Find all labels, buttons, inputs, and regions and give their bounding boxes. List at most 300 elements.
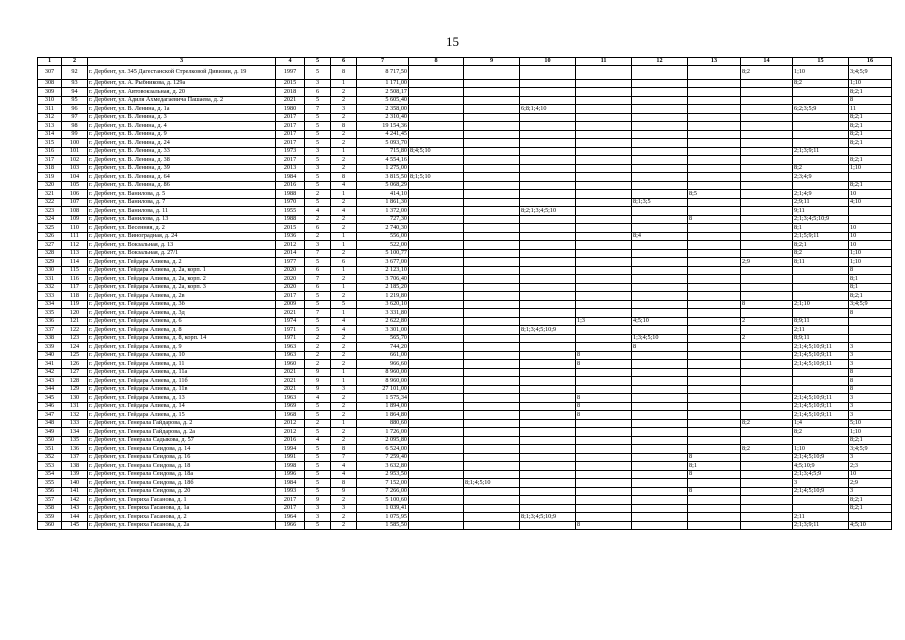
table-cell: 1;10 [793,445,849,454]
table-cell [688,232,741,241]
table-cell [520,198,576,207]
table-cell [520,317,576,326]
table-cell: 1 075,95 [357,513,409,522]
table-cell: 134 [62,428,88,437]
table-cell [520,309,576,318]
table-cell: 2;1;4;5;10;9;11 [793,360,849,369]
table-cell: 2 622,80 [357,317,409,326]
table-cell: г. Дербент, ул. Генерала Сеидова, д. 14 [88,445,276,454]
table-row [38,351,892,360]
table-cell: 1 [331,190,357,199]
table-row [38,122,892,131]
table-cell: 8;5 [688,190,741,199]
table-cell [520,462,576,471]
table-cell: 2017 [276,139,305,148]
table-cell [464,249,520,258]
table-cell: 2 740,30 [357,224,409,233]
table-cell [409,368,464,377]
table-cell [576,496,632,505]
table-cell [576,479,632,488]
table-cell: 144 [62,513,88,522]
table-cell: г. Дербент, ул. Генерала Гайдарова, д. 2 [88,419,276,428]
table-cell [520,394,576,403]
table-cell: 3 620,10 [357,300,409,309]
table-cell: 6;8;1;4;10 [520,105,576,114]
table-cell: 8;2;1 [849,436,892,445]
table-cell: 3 [849,453,892,462]
table-cell [741,292,793,301]
table-cell [409,266,464,275]
column-header-16: 16 [849,58,892,66]
table-cell: 8 717,50 [357,65,409,79]
table-cell: 9 [331,487,357,496]
table-cell: 2;1;4;5;10;9;11 [793,351,849,360]
table-cell [688,275,741,284]
table-cell [741,232,793,241]
table-cell: 2 [331,113,357,122]
table-cell: 1 [331,309,357,318]
table-cell [409,139,464,148]
table-cell: 329 [38,258,62,267]
table-cell: 94 [62,88,88,97]
table-cell: 1 039,41 [357,504,409,513]
table-row [38,241,892,250]
table-cell: г. Дербент, ул. В. Ленина, д. 33 [88,147,276,156]
table-cell: 98 [62,122,88,131]
table-cell [741,249,793,258]
table-cell: 3 [305,504,331,513]
table-row [38,105,892,114]
table-cell: 27 101,00 [357,385,409,394]
table-cell [409,79,464,88]
table-cell [688,513,741,522]
table-cell [741,479,793,488]
table-cell [741,385,793,394]
table-cell: 8 [576,351,632,360]
table-cell [520,487,576,496]
table-cell: 353 [38,462,62,471]
table-cell: г. Дербент, ул. Генерала Сеидова, д. 18а [88,470,276,479]
table-cell: 1973 [276,147,305,156]
table-cell [520,411,576,420]
table-cell [632,411,688,420]
table-cell: 315 [38,139,62,148]
table-row [38,130,892,139]
table-cell: 131 [62,402,88,411]
table-cell: 8;2;1 [849,88,892,97]
table-cell: 8;2;1 [849,181,892,190]
table-cell: 2 [331,88,357,97]
table-cell [793,181,849,190]
table-cell: г. Дербент, ул. Гейдара Алиева, д. 8 [88,326,276,335]
table-cell: 19 154,36 [357,122,409,131]
column-header-15: 15 [793,58,849,66]
table-cell [632,79,688,88]
table-cell: г. Дербент, ул. Гейдара Алиева, д. 6 [88,317,276,326]
table-cell: 2 953,50 [357,470,409,479]
table-cell [464,343,520,352]
table-cell [409,283,464,292]
table-cell [741,377,793,386]
table-cell [576,377,632,386]
table-cell [688,368,741,377]
table-cell [409,198,464,207]
table-cell: 2 [305,190,331,199]
table-cell: 1936 [276,232,305,241]
table-cell: 5 605,40 [357,96,409,105]
table-row [38,96,892,105]
table-cell: 8;2;1 [793,241,849,250]
table-cell: 8;2 [793,164,849,173]
table-cell [632,496,688,505]
table-cell [632,249,688,258]
table-cell: 10 [849,241,892,250]
table-cell [464,317,520,326]
table-cell [576,79,632,88]
table-cell: 338 [38,334,62,343]
table-cell: 143 [62,504,88,513]
table-cell [741,283,793,292]
table-cell [576,436,632,445]
table-cell: 135 [62,436,88,445]
table-cell [520,504,576,513]
table-cell: 5 [305,198,331,207]
table-cell: 97 [62,113,88,122]
table-cell [409,215,464,224]
table-cell: 8;1;5;10 [409,173,464,182]
table-cell [409,292,464,301]
table-cell [576,207,632,216]
table-cell: 109 [62,215,88,224]
table-cell: 8;9;11 [793,317,849,326]
table-cell [849,173,892,182]
table-cell: 3;4;5;9 [849,65,892,79]
table-cell: 5 [305,156,331,165]
table-cell: г. Дербент, ул. Ванилова, д. 13 [88,215,276,224]
table-cell: 116 [62,275,88,284]
table-cell [576,428,632,437]
table-cell: 1 [331,283,357,292]
table-cell: 307 [38,65,62,79]
table-cell [688,377,741,386]
table-cell [576,122,632,131]
table-cell: 8 [849,96,892,105]
table-cell: 565,70 [357,334,409,343]
table-cell [632,173,688,182]
table-cell: 10 [849,232,892,241]
table-cell: 2017 [276,122,305,131]
table-cell: 350 [38,436,62,445]
table-cell [520,428,576,437]
table-cell: 7 [305,105,331,114]
table-cell: 352 [38,453,62,462]
table-cell: 1960 [276,360,305,369]
table-cell: 2 310,40 [357,113,409,122]
table-cell: 1;10 [849,258,892,267]
table-cell [632,368,688,377]
table-cell: 8 [849,266,892,275]
table-cell: 3;4;5;9 [849,445,892,454]
table-cell: 3 677,00 [357,258,409,267]
table-cell: г. Дербент, ул. Гейдара Алиева, д. 3д [88,309,276,318]
table-cell: 9 [305,377,331,386]
table-cell [464,122,520,131]
table-cell [741,113,793,122]
table-cell: 142 [62,496,88,505]
table-cell: 2 [331,215,357,224]
table-cell [576,96,632,105]
table-cell: 8;1 [688,462,741,471]
table-cell: 7 [305,275,331,284]
table-row [38,453,892,462]
table-cell [520,173,576,182]
table-cell [576,453,632,462]
table-cell: 8 [688,215,741,224]
table-cell [520,181,576,190]
table-cell: 9 [305,368,331,377]
table-cell [741,513,793,522]
table-cell [688,326,741,335]
table-cell [520,147,576,156]
table-cell: 7 [331,453,357,462]
table-cell [688,65,741,79]
table-cell [409,513,464,522]
table-cell: 6;2;3;5;9 [793,105,849,114]
table-cell [632,147,688,156]
table-cell: 2020 [276,266,305,275]
table-cell: 5 100,77 [357,249,409,258]
table-cell: 101 [62,147,88,156]
table-cell: 2;1;10 [793,300,849,309]
table-cell [688,402,741,411]
table-cell [464,377,520,386]
table-cell: 2 095,80 [357,436,409,445]
table-cell: г. Дербент, ул. Гейдара Алиева, д. 2 [88,258,276,267]
table-cell [520,190,576,199]
table-cell: 132 [62,411,88,420]
table-cell [793,292,849,301]
table-cell [409,275,464,284]
table-cell: 8;2;1;3;4;5;10 [520,207,576,216]
table-row [38,215,892,224]
table-cell: г. Дербент, ул. В. Ленина, д. 39 [88,164,276,173]
table-cell: г. Дербент, ул. Виноградная, д. 24 [88,232,276,241]
table-cell: 3 [305,147,331,156]
table-cell: 8;2;1 [849,130,892,139]
table-row [38,428,892,437]
table-cell: 6 [305,283,331,292]
table-cell [409,232,464,241]
table-cell [576,445,632,454]
table-row [38,343,892,352]
table-cell: 1996 [276,470,305,479]
table-cell: 105 [62,181,88,190]
column-header-8: 8 [409,58,464,66]
table-cell: 2 [331,436,357,445]
table-cell: 113 [62,249,88,258]
table-cell [632,351,688,360]
table-cell: 124 [62,343,88,352]
table-cell [741,105,793,114]
table-cell [688,79,741,88]
table-cell: 8 [331,173,357,182]
table-cell: 2;1;3;4;5;10;9 [793,215,849,224]
table-cell [409,445,464,454]
table-cell [464,190,520,199]
table-cell: 2 [331,96,357,105]
table-cell: г. Дербент, ул. Гейдара Алиева, д. 11б [88,377,276,386]
table-cell: г. Дербент, ул. Гейдара Алиева, д. 10 [88,351,276,360]
table-cell: г. Дербент, ул. Генриха Гасанова, д. 2а [88,521,276,530]
table-cell [688,445,741,454]
table-cell [576,164,632,173]
table-cell: 2 [331,156,357,165]
table-cell [576,147,632,156]
table-cell [849,317,892,326]
table-cell [632,139,688,148]
table-cell [741,436,793,445]
table-cell: 5 [305,122,331,131]
table-cell [632,65,688,79]
table-cell: 3 [793,479,849,488]
table-cell [741,496,793,505]
table-cell [793,385,849,394]
table-cell: 5 [331,300,357,309]
table-cell: 5 [305,411,331,420]
table-cell [409,504,464,513]
table-row [38,377,892,386]
table-cell: 1968 [276,411,305,420]
table-cell [464,496,520,505]
table-cell [793,275,849,284]
table-cell [632,453,688,462]
table-cell: г. Дербент, ул. Генерала Садыкова, д. 57 [88,436,276,445]
table-cell: 313 [38,122,62,131]
table-cell [464,275,520,284]
table-cell: 139 [62,470,88,479]
table-cell: г. Дербент, ул. Ванилова, д. 5 [88,190,276,199]
table-cell [741,122,793,131]
table-row [38,402,892,411]
table-cell [793,139,849,148]
column-header-5: 5 [305,58,331,66]
table-cell [741,241,793,250]
table-cell: 11 [849,105,892,114]
table-cell [741,224,793,233]
table-cell [520,368,576,377]
table-cell: 5 [305,470,331,479]
table-cell: 8;2 [741,445,793,454]
table-cell: 6 [305,88,331,97]
table-cell [688,292,741,301]
table-cell [576,326,632,335]
table-cell: 2 [331,249,357,258]
table-cell: 2;1;4;5;10;9;11 [793,394,849,403]
table-cell: 1;4 [793,419,849,428]
table-cell: 130 [62,394,88,403]
table-cell [688,139,741,148]
table-cell [464,402,520,411]
table-cell: 348 [38,419,62,428]
table-cell: г. Дербент, ул. 345 Дагестанской Стрелковой Дивизии, д. 19 [88,65,276,79]
table-cell [793,266,849,275]
table-cell: 2 [331,343,357,352]
table-cell [688,198,741,207]
table-cell: 138 [62,462,88,471]
table-cell [464,258,520,267]
table-cell [576,300,632,309]
table-cell [464,79,520,88]
table-cell [632,326,688,335]
column-header-4: 4 [276,58,305,66]
table-cell: 5 [305,402,331,411]
table-cell [688,283,741,292]
table-row [38,113,892,122]
table-cell [741,343,793,352]
table-cell: 322 [38,198,62,207]
column-header-3: 3 [88,58,276,66]
table-cell: 1;10 [849,249,892,258]
table-cell [409,249,464,258]
table-cell: г. Дербент, ул. Гейдара Алиева, д. 2а, корп. 1 [88,266,276,275]
table-cell [409,462,464,471]
table-cell: 2021 [276,377,305,386]
table-cell [576,173,632,182]
table-cell: 8;1 [849,275,892,284]
table-cell [793,283,849,292]
table-cell: 1963 [276,343,305,352]
table-cell [520,96,576,105]
table-cell: 8 [576,411,632,420]
table-cell [464,334,520,343]
table-cell [576,156,632,165]
table-cell: 1 171,00 [357,79,409,88]
table-cell: 356 [38,487,62,496]
table-cell [632,309,688,318]
table-cell [464,156,520,165]
table-cell: 1 864,80 [357,411,409,420]
table-cell [464,309,520,318]
table-cell: г. Дербент, ул. Гейдара Алиева, д. 11 [88,360,276,369]
table-cell [576,113,632,122]
table-cell: 330 [38,266,62,275]
table-cell: 4 [305,207,331,216]
table-cell [741,453,793,462]
table-cell: 2;1;5;9;11 [793,232,849,241]
table-cell [520,283,576,292]
table-row [38,258,892,267]
table-cell: 3 331,80 [357,309,409,318]
table-cell: 2 [741,317,793,326]
table-cell: 3 [849,394,892,403]
table-cell [688,241,741,250]
table-cell [576,419,632,428]
table-cell: 744,20 [357,343,409,352]
table-cell [576,88,632,97]
table-cell [741,181,793,190]
table-cell: 2 [331,334,357,343]
table-cell: 1;10 [793,65,849,79]
table-cell: 2;1;4;5;10;9;11 [793,402,849,411]
table-cell [793,377,849,386]
table-cell [632,360,688,369]
table-cell: 120 [62,309,88,318]
table-cell [464,504,520,513]
table-cell: 2;9 [741,258,793,267]
table-cell: 351 [38,445,62,454]
table-cell [409,385,464,394]
table-cell: 1998 [276,462,305,471]
